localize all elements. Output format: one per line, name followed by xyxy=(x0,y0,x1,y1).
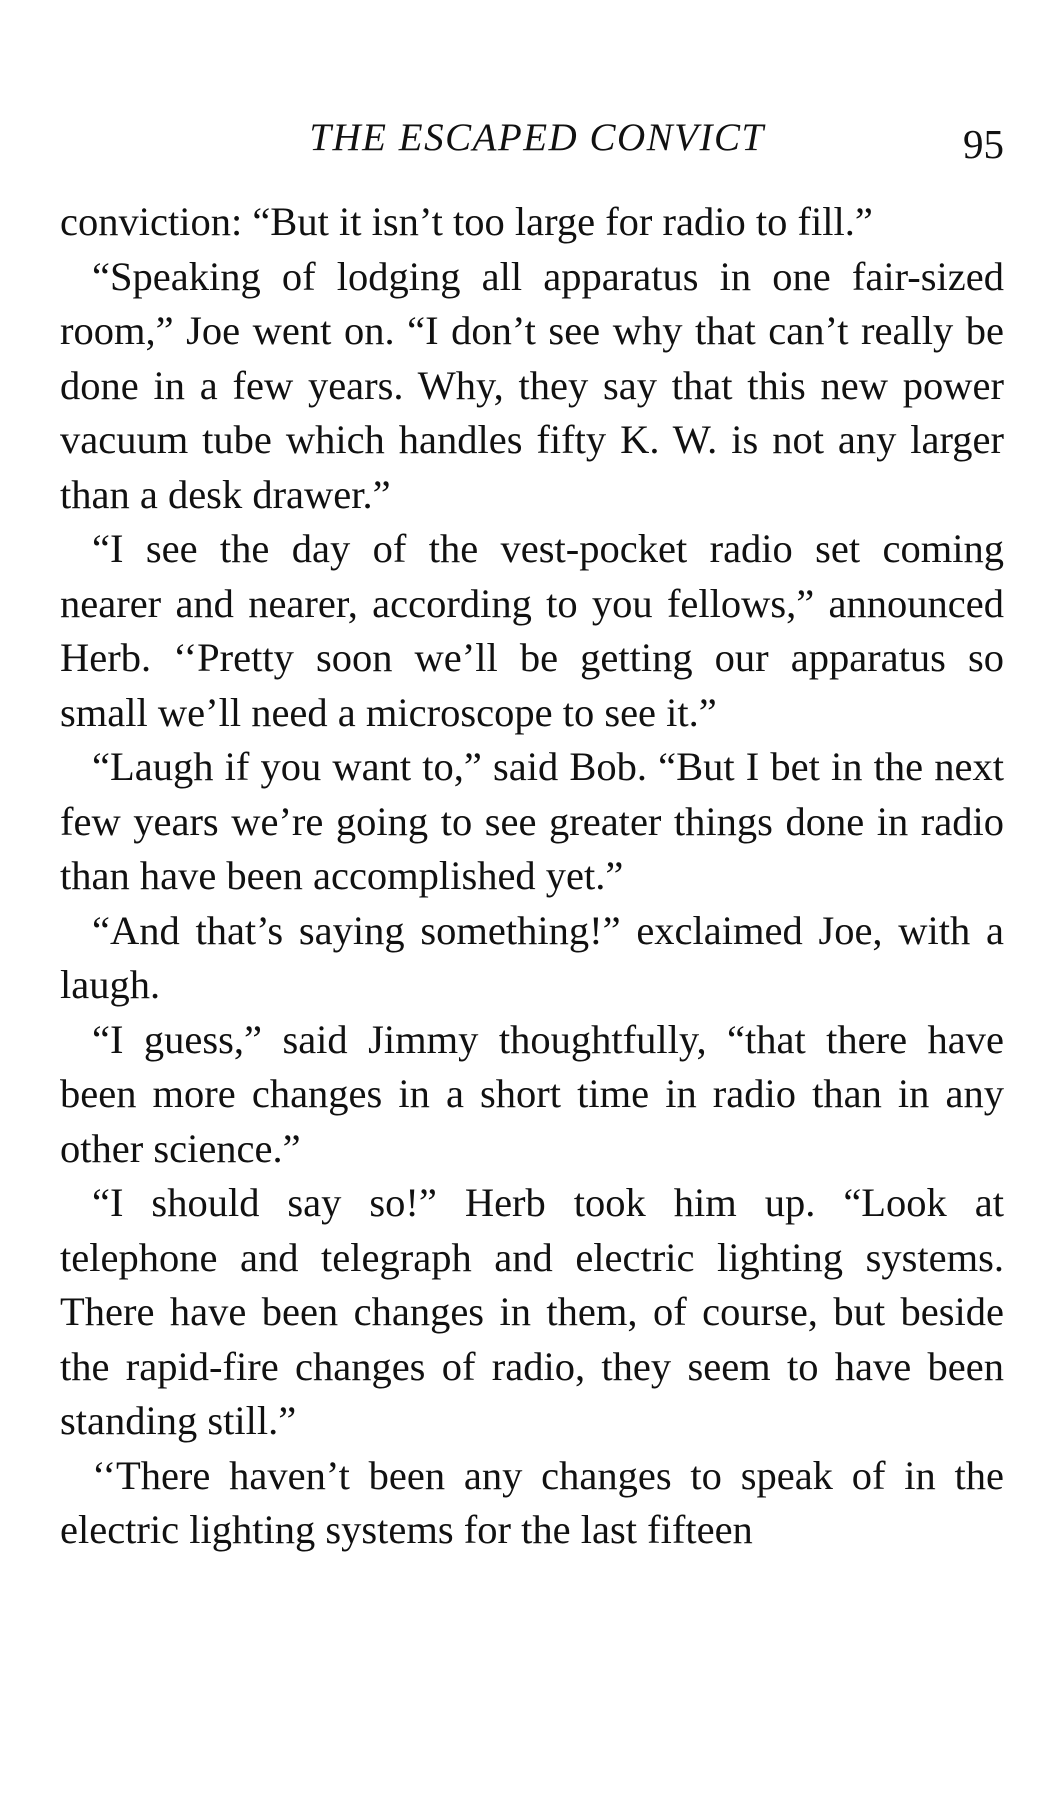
paragraph: “Laugh if you want to,” said Bob. “But I bet in the next few years we’re going to see greater things done in radio than have been accomplished yet.” xyxy=(60,744,1004,898)
paragraph: “Speaking of lodging all apparatus in one fair-sized room,” Joe went on. “I don’t see why that can’t really be done in a few years. Why, they say that this new power vacuum tube which handles fifty K. W. is not any larger than a desk drawer.” xyxy=(60,253,1004,517)
running-title: THE ESCAPED CONVICT xyxy=(309,116,765,159)
running-head xyxy=(60,108,1004,168)
body-text xyxy=(60,195,1004,1558)
page-number: 95 xyxy=(963,121,1004,167)
paragraph: “I guess,” said Jimmy thoughtfully, “that there have been more changes in a short time in radio than in any other science.” xyxy=(60,1016,1004,1171)
paragraph: “And that’s saying something!” exclaimed Joe, with a laugh. xyxy=(60,907,1004,1007)
paragraph-continuation: conviction: “But it isn’t too large for radio to fill.” xyxy=(60,199,873,244)
paragraph: ‘‘There haven’t been any changes to speak of in the electric lighting systems for the last fifteen xyxy=(60,1452,1004,1552)
paragraph: “I see the day of the vest-pocket radio set coming nearer and nearer, according to you fellows,” announced Herb. ‘‘Pretty soon we’ll be getting our apparatus so small we’ll need a microscope to see it.” xyxy=(60,526,1004,735)
paragraph: “I should say so!” Herb took him up. “Look at telephone and telegraph and electric lighting systems. There have been changes in them, of course, but beside the rapid-fire changes of radio, they seem to have been standing still.” xyxy=(60,1180,1004,1443)
